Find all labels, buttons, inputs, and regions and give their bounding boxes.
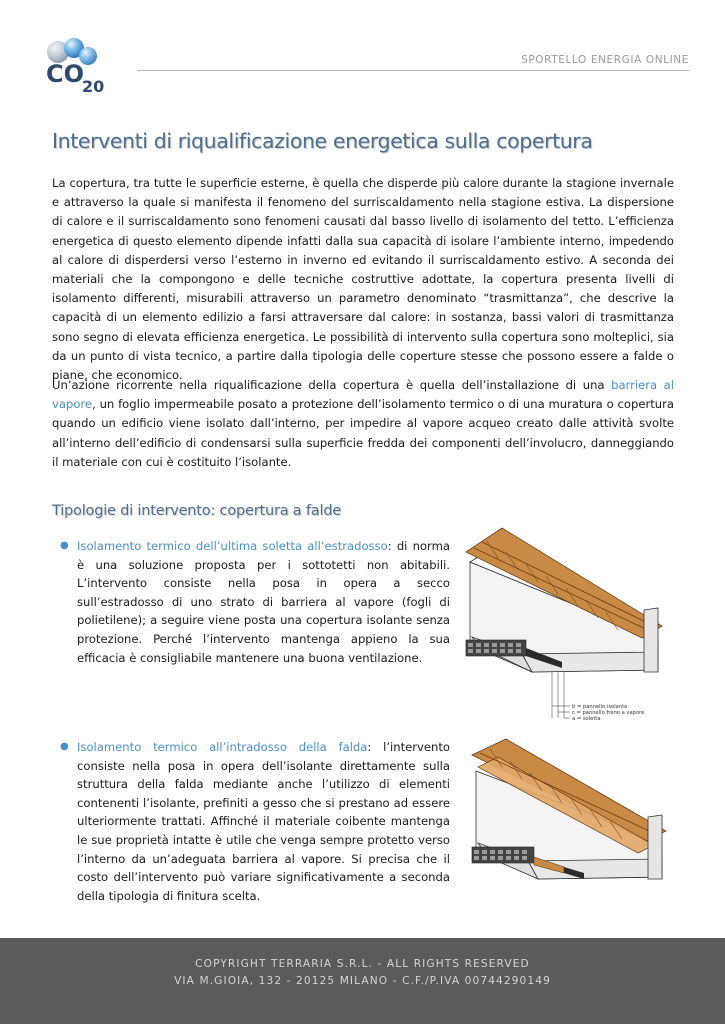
item-link-intradosso[interactable]: Isolamento termico all’intradosso della falda	[77, 740, 368, 754]
header-section-title: SPORTELLO ENERGIA ONLINE	[521, 54, 689, 66]
co2-logo	[38, 36, 116, 96]
footer-copyright: COPYRIGHT TERRARIA S.R.L. - ALL RIGHTS RESERVED	[195, 958, 530, 970]
barriera-vapore-link[interactable]: barriera al vapore	[52, 378, 675, 412]
intro-paragraph: La copertura, tra tutte le superficie esterne, è quella che disperde più calore durante la stagione invernale e attraverso la quale si manifesta il fenomeno del surriscaldamento nella stagione estiva. La dispersione di calore e il surriscaldamento sono fenomeni causati dal basso livello di isolamento del tetto. L’efficienza energetica di questo elemento dipende infatti dalla sua capacità di isolare l’ambiente interno, impedendo al calore di disperdersi verso l’esterno in inverno ed evitando il surriscaldamento estivo. A seconda dei materiali che la compongono e delle tecniche costruttive adottate, la copertura presenta livelli di isolamento differenti, misurabili attraverso un parametro denominato “trasmittanza”, che descrive la capacità di un elemento edilizio a farsi attraversare dal calore: in sostanza, bassi valori di trasmittanza sono segno di elevata efficienza energetica. Le possibilità di intervento sulla copertura sono molteplici, sia da un punto di vista tecnico, a partire dalla tipologia delle coperture stesse che possono essere a falde o piane, che economico.	[52, 176, 674, 383]
legend-b: b = pannello isolante	[572, 704, 628, 710]
section-title: Tipologie di intervento: copertura a falde	[52, 503, 342, 519]
vapor-paragraph-before: Un’azione ricorrente nella riqualificazione della copertura è quella dell’installazione di una	[52, 378, 612, 392]
item-link-estradosso[interactable]: Isolamento termico dell’ultima soletta all’estradosso	[77, 539, 388, 553]
legend-c: c = pannello freno a vapore	[572, 710, 645, 716]
legend-a: a = soletta	[572, 716, 601, 722]
list-item	[60, 738, 450, 905]
item-text: : l’intervento consiste nella posa in opera dell’isolante direttamente sulla struttura della falda mediante anche l’utilizzo di elementi contenenti l’isolante, prefiniti a gesso che si prestano ad essere ulteriormente trattati. Affinché il materiale coibente mantenga le sue proprietà intatte è utile che venga sempre protetto verso l’interno da un’adeguata barriera al vapore. Si precisa che il costo dell’intervento può variare significativamente a seconda della tipologia di finitura scelta.	[77, 740, 450, 903]
vapor-barrier-paragraph	[52, 376, 674, 472]
logo-20: 20	[82, 77, 105, 96]
header-rule	[137, 70, 689, 71]
footer	[0, 938, 725, 1024]
roof-section-figure-intradosso	[468, 737, 668, 889]
page-title: Interventi di riqualificazione energetica sulla copertura	[52, 129, 593, 153]
logo-co: CO	[46, 60, 85, 88]
bullet-icon: ●	[60, 741, 69, 752]
bullet-icon: ●	[60, 540, 69, 551]
list-item	[60, 537, 450, 667]
footer-address: VIA M.GIOIA, 132 - 20125 MILANO - C.F./P.IVA 00744290149	[174, 975, 551, 987]
vapor-paragraph-after: , un foglio impermeabile posato a protezione dell’isolamento termico o di una muratura o copertura quando un edificio viene isolato dall’interno, per impedire al vapore acqueo creato dalle attività svolte all’interno dell’edificio di condensarsi sulla superficie fredda dei componenti dell’involucro, danneggiando il materiale con cui è costituito l’isolante.	[52, 397, 674, 469]
roof-section-figure-estradosso	[462, 522, 666, 722]
item-text: : di norma è una soluzione proposta per i sottotetti non abitabili. L’intervento consiste nella posa in opera a secco sull’estradosso di uno strato di barriera al vapore (fogli di polietilene); a seguire viene posta una copertura isolante senza protezione. Perché l’intervento mantenga appieno la sua efficacia è consigliabile mantenere una buona ventilazione.	[77, 539, 450, 665]
